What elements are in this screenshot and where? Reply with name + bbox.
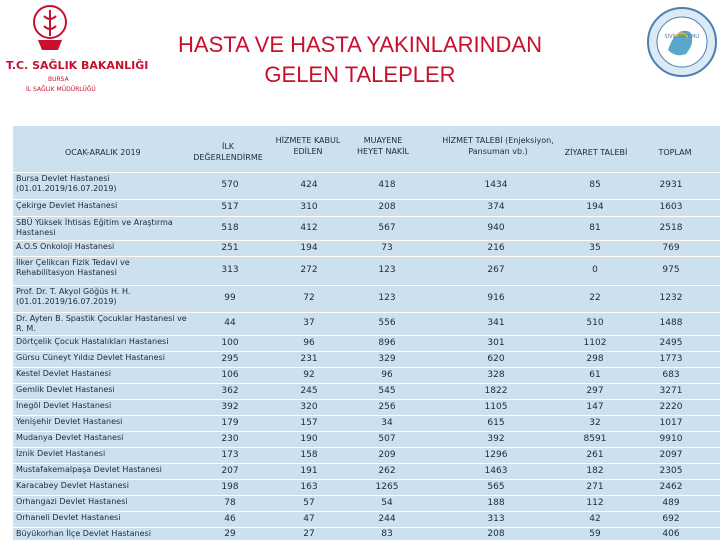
table-cell: 231 [300,353,318,364]
table-cell: 54 [381,497,393,508]
table-cell: 2097 [659,449,683,460]
table-cell: 406 [662,529,680,539]
table-cell: 0 [592,265,598,275]
hospital-name: Gemlik Devlet Hastanesi [16,385,115,394]
hospital-name: Prof. Dr. T. Akyol Göğüs H. H.(01.01.2019/16.07.2019) [16,287,131,306]
table-cell: 42 [589,513,601,524]
table-cell: 32 [589,417,601,428]
table-cell: 47 [303,513,315,524]
table-cell: 96 [303,337,315,348]
table-cell: 295 [221,353,239,364]
table-cell: 3271 [659,385,683,396]
table-cell: 208 [378,202,396,212]
row-divider [13,447,720,448]
row-divider [13,312,720,313]
header-ilk-degerlendirme: İLK DEĞERLENDİRME [193,142,263,162]
table-cell: 158 [300,449,318,460]
ministry-logo [4,4,149,109]
table-cell: 1017 [659,417,683,428]
row-divider [13,240,720,241]
table-cell: 179 [221,417,239,428]
row-divider [13,495,720,496]
table-cell: 565 [487,481,505,492]
row-divider [13,383,720,384]
table-cell: 262 [378,465,396,476]
table-cell: 83 [381,529,393,539]
table-cell: 209 [378,449,396,460]
table-cell: 510 [586,318,604,328]
hospital-name: Orhaneli Devlet Hastanesi [16,513,121,522]
hospital-name: Kestel Devlet Hastanesi [16,369,111,378]
table-cell: 207 [221,465,239,476]
row-divider [13,511,720,512]
table-cell: 896 [378,337,396,348]
hospital-name: A.O.S Onkoloji Hastanesi [16,242,115,251]
row-divider [13,479,720,480]
table-cell: 301 [487,337,505,348]
row-divider [13,285,720,286]
hospital-name: Gürsu Cüneyt Yıldız Devlet Hastanesi [16,353,165,362]
header-muayene-heyet-nakil: MUAYENE HEYET NAKİL [357,136,409,156]
table-cell: 556 [378,318,396,328]
row-divider [13,172,720,173]
table-cell: 123 [378,265,396,275]
table-cell: 683 [662,369,680,380]
table-cell: 692 [662,513,680,524]
table-cell: 245 [300,385,318,396]
row-divider [13,216,720,217]
header-toplam: TOPLAM [658,148,692,157]
table-cell: 329 [378,353,396,364]
ministry-department: İL SAĞLIK MÜDÜRLÜĞÜ [26,86,96,93]
table-cell: 2495 [659,337,683,348]
table-cell: 157 [300,417,318,428]
table-cell: 2931 [659,180,683,190]
page-title [140,30,580,90]
table-cell: 374 [487,202,505,212]
table-cell: 362 [221,385,239,396]
table-cell: 313 [487,513,505,524]
table-cell: 310 [300,202,318,212]
table-cell: 100 [221,337,239,348]
table-cell: 256 [378,401,396,412]
table-cell: 272 [300,265,318,275]
header-ziyaret-talebi: ZİYARET TALEBİ [564,148,628,157]
table-cell: 57 [303,497,315,508]
table-cell: 2462 [659,481,683,492]
table-cell: 507 [378,433,396,444]
title-line-2: GELEN TALEPLER [264,62,456,87]
table-cell: 1434 [484,180,508,190]
table-cell: 328 [487,369,505,380]
hospital-name: Orhangazi Devlet Hastanesi [16,497,128,506]
badge-icon [646,6,718,78]
table-cell: 8591 [583,433,607,444]
table-cell: 418 [378,180,396,190]
table-cell: 412 [300,222,318,233]
table-cell: 1488 [659,318,683,328]
hospital-name: İznik Devlet Hastanesi [16,449,106,458]
table-cell: 1603 [659,202,683,212]
table-cell: 1265 [375,481,399,492]
table-cell: 194 [586,202,604,212]
table-cell: 1105 [484,401,508,412]
table-cell: 188 [487,497,505,508]
row-divider [13,463,720,464]
table-cell: 99 [224,293,236,303]
row-divider [13,399,720,400]
row-divider [13,431,720,432]
table-cell: 208 [487,529,505,539]
table-cell: 518 [221,222,239,233]
table-cell: 244 [378,513,396,524]
table-cell: 78 [224,497,236,508]
table-cell: 320 [300,401,318,412]
table-cell: 489 [662,497,680,508]
header-hizmet-talebi: HİZMET TALEBİ (Enjeksiyon, Pansuman vb.) [442,136,554,156]
ministry-name: T.C. SAĞLIK BAKANLIĞI [6,59,149,72]
row-divider [13,256,720,257]
table-cell: 182 [586,465,604,476]
table-cell: 251 [221,242,239,253]
table-cell: 59 [589,529,601,539]
table-cell: 620 [487,353,505,364]
hospital-name: Dörtçelik Çocuk Hastalıkları Hastanesi [16,337,169,346]
table-cell: 1822 [484,385,508,396]
table-cell: 85 [589,180,601,190]
hospital-name: Karacabey Devlet Hastanesi [16,481,129,490]
title-line-1: HASTA VE HASTA YAKINLARINDAN [178,32,542,57]
table-cell: 96 [381,369,393,380]
hospital-name: Çekirge Devlet Hastanesi [16,201,118,210]
table-cell: 147 [586,401,604,412]
hospital-name: Bursa Devlet Hastanesi (01.01.2019/16.07.2019) [16,174,117,193]
table-cell: 570 [221,180,239,190]
table-cell: 517 [221,202,239,212]
table-cell: 975 [662,265,680,275]
table-cell: 72 [303,293,315,303]
right-logo [646,6,718,78]
table-cell: 2518 [659,222,683,233]
table-cell: 313 [221,265,239,275]
ministry-city: BURSA [48,76,69,83]
table-cell: 73 [381,242,393,253]
hospital-name: SBÜ Yüksek İhtisas Eğitim ve Araştırma Hastanesi [16,218,173,237]
hospital-name: Yenişehir Devlet Hastanesi [16,417,123,426]
row-divider [13,335,720,336]
table-cell: 92 [303,369,315,380]
table-cell: 123 [378,293,396,303]
hospital-name: İnegöl Devlet Hastanesi [16,401,112,410]
table-cell: 44 [224,318,236,328]
table-cell: 37 [303,318,315,328]
row-divider [13,367,720,368]
table-cell: 61 [589,369,601,380]
hospital-name: İlker Çelikcan Fizik Tedavi ve Rehabilitasyon Hastanesi [16,258,130,277]
hospital-name: Mustafakemalpaşa Devlet Hastanesi [16,465,162,474]
table-cell: 1296 [484,449,508,460]
ministry-emblem-icon [32,4,68,56]
table-cell: 297 [586,385,604,396]
table-cell: 163 [300,481,318,492]
table-cell: 27 [303,529,315,539]
table-cell: 34 [381,417,393,428]
table-cell: 1102 [583,337,607,348]
row-divider [13,351,720,352]
table-cell: 2220 [659,401,683,412]
table-cell: 567 [378,222,396,233]
badge-text: SİVİL KALEMLİ [664,34,700,40]
table-cell: 190 [300,433,318,444]
hospital-name: Mudanya Devlet Hastanesi [16,433,124,442]
header-hizmete-kabul: HİZMETE KABUL EDİLEN [275,136,341,156]
table-cell: 267 [487,265,505,275]
table-cell: 769 [662,242,680,253]
row-divider [13,527,720,528]
table-cell: 261 [586,449,604,460]
table-cell: 615 [487,417,505,428]
table-cell: 112 [586,497,604,508]
table-cell: 173 [221,449,239,460]
table-cell: 198 [221,481,239,492]
hospital-name: Büyükorhan İlçe Devlet Hastanesi [16,529,151,538]
table-cell: 9910 [659,433,683,444]
row-divider [13,199,720,200]
table-cell: 81 [589,222,601,233]
table-cell: 1463 [484,465,508,476]
table-cell: 424 [300,180,318,190]
table-cell: 35 [589,242,601,253]
table-cell: 29 [224,529,236,539]
table-cell: 1232 [659,293,683,303]
table-cell: 216 [487,242,505,253]
table-cell: 271 [586,481,604,492]
table-cell: 194 [300,242,318,253]
table-cell: 341 [487,318,505,328]
table-cell: 1773 [659,353,683,364]
table-cell: 106 [221,369,239,380]
table-cell: 230 [221,433,239,444]
table-cell: 298 [586,353,604,364]
table-cell: 2305 [659,465,683,476]
table-cell: 46 [224,513,236,524]
table-cell: 916 [487,293,505,303]
table-cell: 545 [378,385,396,396]
table-cell: 191 [300,465,318,476]
table-cell: 940 [487,222,505,233]
table-cell: 22 [589,293,601,303]
table-cell: 392 [487,433,505,444]
row-divider [13,415,720,416]
hospital-name: Dr. Ayten B. Spastik Çocuklar Hastanesi ve R. M. [16,314,187,333]
table-cell: 392 [221,401,239,412]
header-period: OCAK-ARALIK 2019 [65,148,141,157]
